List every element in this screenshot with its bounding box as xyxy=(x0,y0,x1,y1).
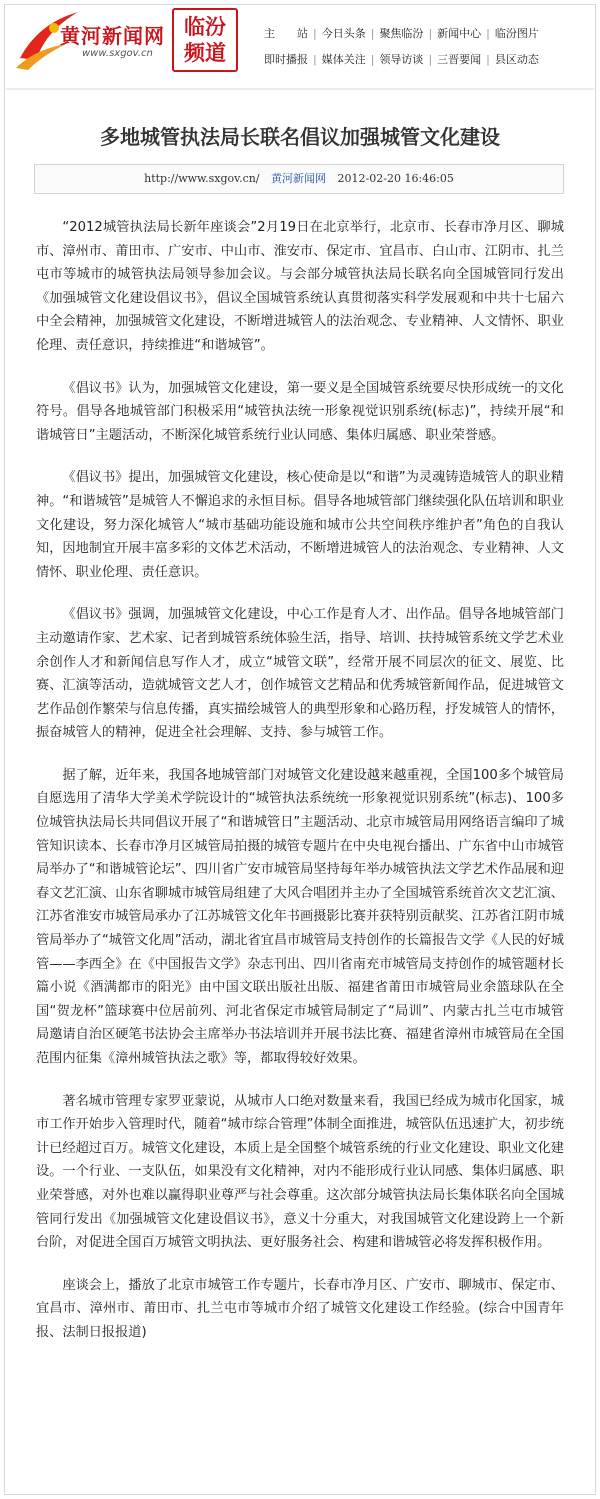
nav-row xyxy=(260,20,600,46)
article-paragraph: 《倡议书》认为，加强城管文化建设，第一要义是全国城管系统要尽快形成统一的文化符号。倡导各地城管部门积极采用“城管执法统一形象视觉识别系统(标志)”，持续开展“和谐城管日”主题活动，不断深化城管系统行业认同感、集体归属感、职业荣誉感。 xyxy=(36,380,564,443)
nav-separator: | xyxy=(313,52,317,66)
article-paragraph: 《倡议书》提出，加强城管文化建设，核心使命是以“和谐”为灵魂铸造城管人的职业精神。“和谐城管”是城管人不懈追求的永恒目标。倡导各地城管部门继续强化队伍培训和职业文化建设，努力深化城管人“城市基础功能设施和城市公共空间秩序维护者”角色的自我认知，因地制宜开展丰富多彩的文体艺术活动，不断增进城管人的法治观念、专业精神、人文情怀、职业伦理、责任意识。 xyxy=(36,470,564,580)
nav-item-headlines[interactable]: 今日头条 xyxy=(321,27,366,40)
nav-item-shanxi-news[interactable]: 三晋要闻 xyxy=(437,53,482,66)
nav-separator: | xyxy=(313,26,317,40)
nav-separator: | xyxy=(486,52,490,66)
nav-separator: | xyxy=(428,52,433,66)
logo-url: www.sxgov.cn xyxy=(82,48,153,59)
logo-name: 黄河新闻网 xyxy=(60,24,165,48)
nav-separator: | xyxy=(486,26,490,40)
nav-item-leader-interviews[interactable]: 领导访谈 xyxy=(379,53,424,66)
nav-separator: | xyxy=(370,26,375,40)
channel-badge[interactable]: 临汾频道 xyxy=(172,8,238,72)
nav-item-media-attention[interactable]: 媒体关注 xyxy=(321,53,366,66)
nav-item-news-center[interactable]: 新闻中心 xyxy=(437,27,482,40)
nav-item-county-news[interactable]: 县区动态 xyxy=(494,53,539,66)
article-paragraph: 据了解，近年来，我国各地城管部门对城管文化建设越来越重视，全国100多个城管局自愿选用了清华大学美术学院设计的“城管执法系统统一形象视觉识别系统”(标志)、100多位城管执法局长共同倡议开展了“和谐城管日”主题活动、北京市城管局用网络语言编印了城管知识读本、长春市净月区城管局拍摄的城管专题片在中央电视台播出、广东省中山市城管局举办了“和谐城管论坛”、四川省广安市城管局坚持每年举办城管执法文学艺术作品展和迎春文艺汇演、山东省聊城市城管局组建了大风合唱团并主办了全国城管系统首次文艺汇演、江苏省淮安市城管局承办了江苏城管文化年书画摄影比赛并获特别贡献奖、江苏省江阴市城管局举办了“城管文化周”活动，湖北省宜昌市城管局支持创作的长篇报告文学《人民的好城管——李西全》在《中国报告文学》杂志刊出、四川省南充市城管局支持创作的城管题材长篇小说《酒满都市的阳光》由中国文联出版社出版、福建省莆田市城管局业余篮球队在全国“贺龙杯”篮球赛中位居前列、河北省保定市城管局制定了“局训”、内蒙古扎兰屯市城管局邀请自治区硬笔书法协会主席举办书法培训并开展书法比赛、福建省漳州市城管局在全国范围内征集《漳州城管执法之歌》等，都取得较好效果。 xyxy=(36,767,564,1066)
nav-item-live-report[interactable]: 即时播报 xyxy=(264,53,308,66)
meta-timestamp: 2012-02-20 16:46:05 xyxy=(337,172,454,185)
article-meta xyxy=(34,164,564,194)
nav-item-main-site[interactable]: 主 站 xyxy=(264,27,308,40)
article-paragraph: 《倡议书》强调，加强城管文化建设，中心工作是育人才、出作品。倡导各地城管部门主动邀请作家、艺术家、记者到城管系统体验生活，指导、培训、扶持城管系统文学艺术业余创作人才和新闻信息写作人才，成立“城管文联”，经常开展不同层次的征文、展览、比赛、汇演等活动，造就城管文艺人才，创作城管文艺精品和优秀城管新闻作品，促进城管文艺作品创作繁荣与信息传播，真实描绘城管人的典型形象和心路历程，抒发城管人的情怀，振奋城管人的精神，促进全社会理解、支持、参与城管工作。 xyxy=(36,607,564,741)
nav-separator: | xyxy=(370,52,375,66)
article-paragraph: 著名城市管理专家罗亚蒙说，从城市人口绝对数量来看，我国已经成为城市化国家，城市工作开始步入管理时代，随着“城市综合管理”体制全面推进，城管队伍迅速扩大，初步统计已经超过百万。城管文化建设，本质上是全国整个城管系统的行业文化建设、职业文化建设。一个行业、一支队伍，如果没有文化精神，对内不能形成行业认同感、集体归属感、职业荣誉感，对外也难以赢得职业尊严与社会尊重。这次部分城管执法局长集体联名向全国城管同行发出《加强城管文化建设倡议书》，意义十分重大，对我国城管文化建设跨上一个新台阶，对促进全国百万城管文明执法、更好服务社会、构建和谐城管必将发挥积极作用。 xyxy=(36,1093,564,1251)
article-title: 多地城管执法局长联名倡议加强城管文化建设 xyxy=(100,125,500,150)
article-paragraph: “2012城管执法局长新年座谈会”2月19日在北京举行，北京市、长春市净月区、聊城市、漳州市、莆田市、广安市、中山市、淮安市、保定市、宜昌市、白山市、江阴市、扎兰屯市等城市的城管执法局领导参加会议。与会部分城管执法局长联名向全国城管同行发出《加强城管文化建设倡议书》，倡议全国城管系统认真贯彻落实科学发展观和中共十七届六中全会精神，加强城管文化建设，不断增进城管人的法治观念、专业精神、人文情怀、职业伦理、责任意识，持续推进“和谐城管”。 xyxy=(36,220,564,353)
header-divider xyxy=(6,88,594,90)
site-header xyxy=(0,0,600,82)
nav-item-focus-linfen[interactable]: 聚焦临汾 xyxy=(379,27,424,40)
top-nav xyxy=(260,20,600,72)
nav-separator: | xyxy=(428,26,433,40)
site-logo[interactable] xyxy=(14,6,164,72)
nav-row xyxy=(260,46,600,72)
meta-url-link[interactable]: http://www.sxgov.cn/ xyxy=(144,172,260,185)
nav-item-linfen-photos[interactable]: 临汾图片 xyxy=(494,27,539,40)
article-body xyxy=(36,216,564,1364)
article-paragraph: 座谈会上，播放了北京市城管工作专题片，长春市净月区、广安市、聊城市、保定市、宜昌市、漳州市、莆田市、扎兰屯市等城市介绍了城管文化建设工作经验。(综合中国青年报、法制日报报道) xyxy=(36,1277,564,1340)
meta-source-link[interactable]: 黄河新闻网 xyxy=(271,172,327,185)
